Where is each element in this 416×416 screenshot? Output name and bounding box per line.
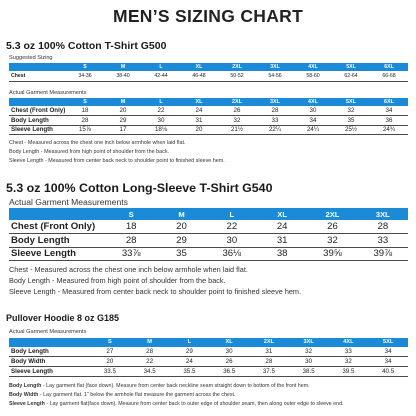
size-header-cell: L [170,338,210,347]
row-label: Body Width [9,357,90,367]
size-header-cell: XL [180,63,218,71]
size-header-cell: 5XL [332,63,370,71]
actual-measurements-label-2: Actual Garment Measurements [9,197,128,207]
size-header-cell: XL [257,208,307,220]
measurement-cell: 35 [156,247,206,261]
row-label: Sleeve Length [9,247,106,261]
measurement-cell: 20 [104,106,142,116]
measurement-cell: 30 [209,347,249,357]
measurement-cell: 36⅛ [207,247,257,261]
measurement-cell: 28 [106,234,156,248]
suggested-sizing-label: Suggested Sizing [9,55,53,61]
size-header-cell: XL [180,98,218,106]
measurement-cell: 38.5 [289,367,329,377]
measurement-cell: 33 [358,234,408,248]
measurement-cell: 35 [332,116,370,126]
note-body-length-2: Body Length - Measured from high point of shoulder from the back. [9,276,226,285]
measurement-cell: 25½ [332,125,370,135]
measurement-cell: 30 [207,234,257,248]
size-header-cell: 4XL [329,338,369,347]
row-label: Sleeve Length [9,367,90,377]
measurement-cell: 24¾ [370,125,408,135]
measurement-cell: 28 [130,347,170,357]
size-header-cell: 2XL [218,98,256,106]
row-label: Body Length [9,347,90,357]
measurement-cell: 33⅞ [106,247,156,261]
suggested-sizing-table [9,63,408,82]
actual-measurements-table-1 [9,98,408,135]
measurement-cell: 58-60 [294,71,332,81]
measurement-cell: 26 [307,220,357,234]
row-label: Body Length [9,234,106,248]
measurement-cell: 39⅝ [307,247,357,261]
measurement-cell: 34 [294,116,332,126]
size-header-row [9,338,408,347]
measurement-cell: 34-36 [66,71,104,81]
size-header-cell: 4XL [294,98,332,106]
measurement-cell: 30 [289,357,329,367]
section3-title: Pullover Hoodie 8 oz G185 [6,313,120,323]
measurement-cell: 27 [90,347,130,357]
measurement-cell: 34 [368,347,408,357]
measurement-cell: 26 [218,106,256,116]
measurement-cell: 26 [209,357,249,367]
measurement-cell: 34 [370,106,408,116]
measurement-cell: 33.5 [90,367,130,377]
size-header-cell: S [90,338,130,347]
actual-measurements-table-2 [9,208,408,261]
size-header-cell: 3XL [256,63,294,71]
measurement-cell: 24 [170,357,210,367]
row-label: Chest (Front Only) [9,220,106,234]
measurement-cell: 62-64 [332,71,370,81]
size-header-cell: M [104,98,142,106]
measurement-cell: 20 [180,125,218,135]
measurement-cell: 22¼ [256,125,294,135]
header-blank-cell [9,98,66,106]
size-header-row [9,63,408,71]
measurement-cell: 38-40 [104,71,142,81]
table-row [9,357,408,367]
measurement-cell: 39⅞ [358,247,408,261]
size-header-cell: 4XL [294,63,332,71]
header-blank-cell [9,208,106,220]
measurement-cell: 32 [289,347,329,357]
measurement-cell: 39.5 [329,367,369,377]
size-header-cell: L [142,98,180,106]
measurement-cell: 38 [257,247,307,261]
measurement-cell: 31 [257,234,307,248]
measurement-cell: 54-56 [256,71,294,81]
actual-measurements-table-3 [9,338,408,377]
table-row [9,347,408,357]
measurement-cell: 28 [358,220,408,234]
measurement-cell: 29 [156,234,206,248]
size-header-cell: M [104,63,142,71]
measurement-cell: 24 [180,106,218,116]
size-header-cell: 6XL [370,63,408,71]
measurement-cell: 30 [294,106,332,116]
measurement-cell: 18⅛ [142,125,180,135]
note-sleeve-length-1: Sleeve Length - Measured from center back neck to shoulder point to finished sleeve hem. [9,158,225,164]
size-header-cell: 5XL [332,98,370,106]
measurement-cell: 24¼ [294,125,332,135]
measurement-cell: 50-52 [218,71,256,81]
table-row [9,125,408,135]
measurement-cell: 32 [218,116,256,126]
measurement-cell: 33 [256,116,294,126]
measurement-cell: 40.5 [368,367,408,377]
measurement-cell: 20 [90,357,130,367]
size-header-cell: 3XL [289,338,329,347]
note-chest-2: Chest - Measured across the chest one inch below armhole when laid flat. [9,265,248,274]
measurement-cell: 35.5 [170,367,210,377]
table-row [9,234,408,248]
header-blank-cell [9,338,90,347]
measurement-cell: 31 [249,347,289,357]
size-header-cell: 3XL [256,98,294,106]
measurement-cell: 15⅞ [66,125,104,135]
measurement-cell: 29 [104,116,142,126]
table-row [9,71,408,81]
measurement-cell: 29 [170,347,210,357]
table-row [9,247,408,261]
size-header-cell: S [106,208,156,220]
measurement-cell: 22 [207,220,257,234]
measurement-cell: 34.5 [130,367,170,377]
measurement-cell: 20 [156,220,206,234]
size-header-row [9,98,408,106]
size-header-cell: 5XL [368,338,408,347]
note-sleeve-length-3: Sleeve Length - Lay garment flat(face down). Measure from center back to outer edge of shoulder seam, then along outer edge to sleeve end. [9,401,344,407]
size-header-cell: L [142,63,180,71]
measurement-cell: 17 [104,125,142,135]
table-row [9,367,408,377]
size-header-cell: L [207,208,257,220]
table-row [9,106,408,116]
note-body-length-3: Body Length - Lay garment flat (face down). Measure from center back neckline seam straight down to bottom of the front hem. [9,383,310,389]
measurement-cell: 34 [368,357,408,367]
note-body-width-3: Body Width - Lay garment flat. 1" below the armhole flat measure the garment across the chest. [9,392,236,398]
measurement-cell: 28 [66,116,104,126]
measurement-cell: 22 [130,357,170,367]
row-label: Sleeve Length [9,125,66,135]
page-title: MEN’S SIZING CHART [112,6,304,26]
table-row [9,116,408,126]
measurement-cell: 32 [332,106,370,116]
actual-measurements-label-1: Actual Garment Measurements [9,90,87,96]
measurement-cell: 31 [180,116,218,126]
size-header-cell: 3XL [358,208,408,220]
measurement-cell: 22 [142,106,180,116]
note-body-length-1: Body Length - Measured from high point of shoulder from the back. [9,149,170,155]
measurement-cell: 37.5 [249,367,289,377]
size-header-cell: 2XL [218,63,256,71]
size-header-cell: 2XL [307,208,357,220]
row-label: Body Length [9,116,66,126]
header-blank-cell [9,63,66,71]
row-label: Chest [9,71,66,81]
measurement-cell: 18 [106,220,156,234]
note-sleeve-length-2: Sleeve Length - Measured from center back neck to shoulder point to finished sleeve hem. [9,287,302,296]
measurement-cell: 33 [329,347,369,357]
actual-measurements-label-3: Actual Garment Measurements [9,329,87,335]
size-header-cell: 6XL [370,98,408,106]
measurement-cell: 32 [307,234,357,248]
measurement-cell: 28 [249,357,289,367]
size-header-cell: M [130,338,170,347]
measurement-cell: 18 [66,106,104,116]
size-header-cell: XL [209,338,249,347]
measurement-cell: 36.5 [209,367,249,377]
row-label: Chest (Front Only) [11,107,66,114]
measurement-cell: 32 [329,357,369,367]
section2-title: 5.3 oz 100% Cotton Long-Sleeve T-Shirt G540 [6,181,273,195]
measurement-cell: 66-68 [370,71,408,81]
table-row [9,220,408,234]
size-header-cell: 2XL [249,338,289,347]
measurement-cell: 21½ [218,125,256,135]
size-header-cell: S [66,98,104,106]
measurement-cell: 30 [142,116,180,126]
measurement-cell: 24 [257,220,307,234]
section1-title: 5.3 oz 100% Cotton T-Shirt G500 [6,40,167,52]
measurement-cell: 36 [370,116,408,126]
size-header-cell: M [156,208,206,220]
measurement-cell: 46-48 [180,71,218,81]
size-header-row [9,208,408,220]
measurement-cell: 28 [256,106,294,116]
note-chest-1: Chest - Measured across the chest one inch below armhole when laid flat. [9,140,186,146]
measurement-cell: 42-44 [142,71,180,81]
size-header-cell: S [66,63,104,71]
